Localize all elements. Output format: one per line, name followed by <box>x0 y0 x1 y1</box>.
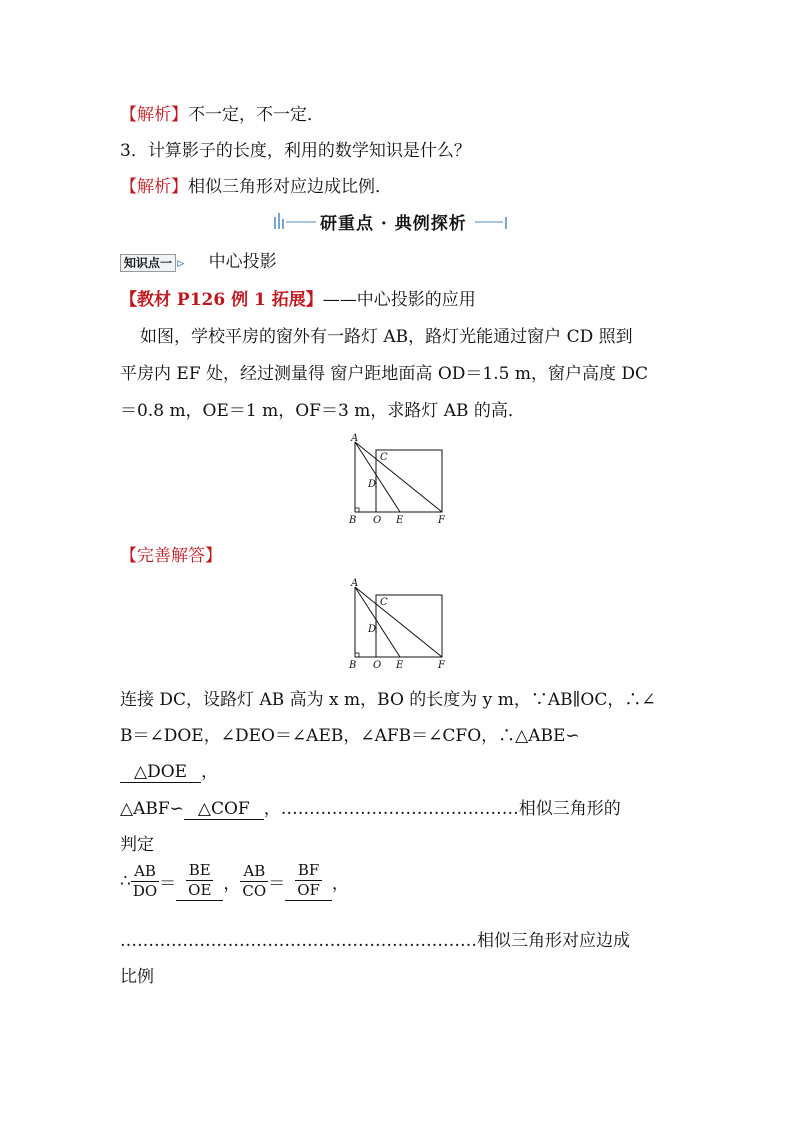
section-title: 研重点 · 典例探析 <box>320 214 467 234</box>
solution-label: 【完善解答】 <box>120 546 222 566</box>
ratio-equations <box>120 862 349 901</box>
frac-num: BE <box>186 862 213 881</box>
section-decoration-right-icon <box>475 207 515 235</box>
similarity-reason: ，……………………………………相似三角形的 <box>263 799 621 819</box>
figure-2 <box>340 575 460 675</box>
analysis-label: 【解析】 <box>120 177 188 197</box>
solution-line-2: B＝∠DOE，∠DEO＝∠AEB，∠AFB＝∠CFO，∴△ABE∽ <box>120 726 580 746</box>
label-C: C <box>380 452 388 463</box>
label-A: A <box>351 578 359 589</box>
frac-den: CO <box>242 881 267 900</box>
equals-sign: ＝ <box>268 873 286 894</box>
frac-den: DO <box>132 881 158 900</box>
example-label: 【教材 P126 例 1 拓展】 <box>120 290 323 310</box>
label-F: F <box>438 660 445 671</box>
equals-sign: ＝ <box>159 873 177 894</box>
solution-line-3 <box>120 794 621 820</box>
solution-line-7: 比例 <box>120 967 154 987</box>
answer-3 <box>120 172 392 197</box>
solution-line-6: ………………………………………………………相似三角形对应边成 <box>120 931 630 951</box>
separator: ， <box>223 873 241 894</box>
answer-blank-4 <box>285 862 332 901</box>
answer-blank-3 <box>176 862 223 901</box>
end-comma: ， <box>331 873 349 894</box>
problem-line-2: 平房内 EF 处，经过测量得 窗户距地面高 OD＝1.5 m，窗户高度 DC <box>120 364 648 384</box>
label-F: F <box>438 515 445 526</box>
answer-1 <box>120 100 324 125</box>
question-3: 3．计算影子的长度，利用的数学知识是什么？ <box>120 141 471 161</box>
problem-line-1: 如图，学校平房的窗外有一路灯 AB，路灯光能通过窗户 CD 照到 <box>140 327 633 347</box>
label-D: D <box>368 624 377 635</box>
label-O: O <box>373 515 382 526</box>
example-subtitle: ——中心投影的应用 <box>322 290 476 310</box>
answer-blank-2: △COF <box>184 800 264 820</box>
answer-text: 相似三角形对应边成比例． <box>188 177 392 197</box>
solution-line-blank1 <box>120 757 218 783</box>
fraction-ab-co <box>240 863 268 901</box>
analysis-label: 【解析】 <box>120 105 188 125</box>
label-C: C <box>380 597 388 608</box>
label-E: E <box>396 660 404 671</box>
frac-num: BF <box>295 862 322 881</box>
frac-den: OE <box>188 881 212 900</box>
label-B: B <box>349 660 357 671</box>
knowledge-point <box>120 247 277 272</box>
therefore-symbol: ∴ <box>120 871 131 892</box>
comma: ， <box>201 762 219 782</box>
knowledge-title: 中心投影 <box>208 252 277 272</box>
label-B: B <box>349 515 357 526</box>
frac-num: AB <box>240 863 268 882</box>
fraction-ab-do <box>131 863 159 901</box>
knowledge-tag: 知识点一 <box>120 254 176 272</box>
triangle-abf: △ABF∽ <box>120 799 184 819</box>
tag-arrow-icon: ⊳ <box>176 257 186 270</box>
solution-line-1: 连接 DC，设路灯 AB 高为 x m，BO 的长度为 y m，∵AB∥OC，∴∠ <box>120 690 656 710</box>
problem-line-3: ＝0.8 m，OE＝1 m，OF＝3 m，求路灯 AB 的高． <box>120 401 525 421</box>
label-O: O <box>373 660 382 671</box>
answer-text: 不一定，不一定． <box>188 105 324 125</box>
section-decoration-icon <box>270 207 318 235</box>
label-E: E <box>396 515 404 526</box>
example-heading <box>120 285 476 310</box>
figure-1 <box>340 430 460 530</box>
solution-line-4: 判定 <box>120 835 154 855</box>
frac-num: AB <box>131 863 159 882</box>
frac-den: OF <box>297 881 320 900</box>
answer-blank-1: △DOE <box>120 763 201 783</box>
label-A: A <box>351 433 359 444</box>
label-D: D <box>368 479 377 490</box>
